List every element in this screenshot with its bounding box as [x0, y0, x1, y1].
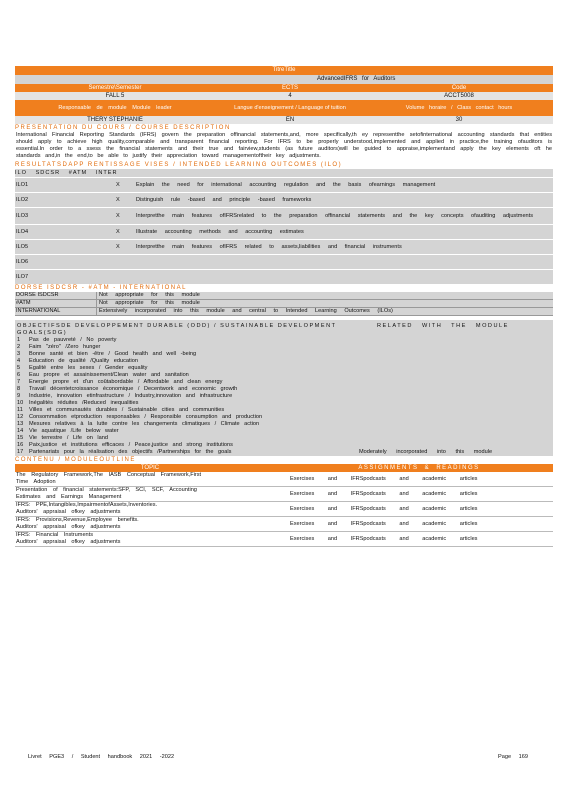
sdg-item: [17, 407, 551, 414]
title-value: AdvancedIFRS for Auditors: [317, 76, 396, 82]
topic-line-1: Presentation of financial statements:SFP, SCI, SCF, Accounting: [16, 487, 197, 493]
topic-text: [15, 472, 286, 486]
ilo-text: Illustrate accounting methods and accounting estimates: [136, 228, 304, 235]
code-value: ACCT5008: [444, 93, 474, 99]
ilo-row: [15, 239, 553, 254]
topic-row: [15, 502, 553, 517]
sdg-text: Industrie, innovation etinfrastructure / Industry,innovation and infrastructure: [29, 393, 233, 399]
sdg-item: [17, 428, 551, 435]
generic-title: DORSE ISDCSR - #ATM - INTERNATIONAL: [15, 285, 187, 291]
ilo-row: [15, 177, 553, 192]
sdg-item: [17, 435, 551, 442]
ilo-code: ILO7: [16, 273, 29, 280]
ilo-text: Interpretthe main features ofIFRSrelated to the preparation offinancial statements and the key concepts ofauditing adjustments: [136, 212, 534, 219]
assign-label: ASSIGNMENTS & READINGS: [358, 465, 480, 471]
topic-label: TOPIC: [140, 465, 160, 471]
ilo-code: ILO1: [16, 181, 29, 188]
ilo-section: [15, 161, 553, 284]
content-table: [15, 472, 553, 547]
topic-assignment: Exercises and IFRSpodcasts and academic articles: [290, 490, 478, 497]
ilo-row: [15, 207, 553, 224]
language-label: Langue d'enseignement / Language of tuition: [234, 104, 346, 111]
generic-row: [15, 308, 553, 316]
footer-left: Livret PGE3 / Student handbook 2021 -2022: [28, 754, 175, 760]
sdg-text: Inégalités réduites /Reduced inequalities: [29, 400, 139, 406]
title-row: [15, 75, 553, 84]
sdg-text: Partenariats pour la réalisation des objectifs /Partnerships for the goals: [29, 449, 232, 455]
generic-key: #ATM: [16, 300, 31, 306]
sdg-text: Pas de pauvreté / No poverty: [29, 337, 117, 343]
semester-header: [15, 84, 553, 92]
sdg-item: [17, 358, 551, 365]
ilo-text: Interpretthe main features ofIFRS related to assets,liabilities and financial instruments: [136, 243, 402, 250]
topic-assignment: Exercises and IFRSpodcasts and academic articles: [290, 520, 478, 527]
topic-assignment: Exercises and IFRSpodcasts and academic articles: [290, 535, 478, 542]
topic-text: [15, 517, 286, 531]
sdg-related-label: RELATED WITH THE MODULE: [377, 323, 509, 329]
content-header: [15, 464, 553, 472]
presentation-text: International Financial Reporting Standards (IFRS) govern the preparation offinancial statements,and, more specifically,th ey representthe setofinternational accounting standards that entities should apply to achieve high quality,comparable and transparent financial reporting. For IFRS to be properly understood,implemented and applied in practice,the training ofauditors is essential.In order to a ssess the financial statements and their true and fairview,students (as future auditors)will be guided to appraise,implementand apply the key elements oft he standards and,in the end,to be able to justify their appreciation toward managementoftheir key adjustments.: [16, 132, 552, 159]
ilo-mark: X: [116, 228, 120, 235]
ilo-row: [15, 224, 553, 239]
sdg-number: 5: [17, 365, 21, 371]
ects-value: 4: [288, 93, 292, 99]
generic-table: [15, 292, 553, 316]
ilo-mark: X: [116, 181, 120, 188]
topic-line-2: Auditors' appraisal ofkey adjustments: [16, 509, 121, 515]
sdg-item: [17, 386, 551, 393]
volume-value: 30: [455, 117, 463, 123]
sdg-number: 15: [17, 435, 24, 441]
topic-row: [15, 487, 553, 502]
sdg-text: Villes et communautés durables / Sustainable cities and communities: [29, 407, 225, 413]
sdg-item: [17, 365, 551, 372]
sdg-text: Travail décentetcroissance économique / Decentwork and economic growth: [29, 386, 238, 392]
semester-values: [15, 92, 553, 100]
generic-value: Not appropriate for this module: [96, 300, 553, 307]
topic-line-1: The Regulatory Framework,The IASB Conceptual Framework,First: [16, 472, 202, 478]
sdg-item: [17, 372, 551, 379]
content-title: CONTENU / MODULEOUTLINE: [15, 456, 553, 464]
ilo-code: ILO5: [16, 243, 29, 250]
sdg-item: [17, 449, 551, 456]
sdg-list: [17, 337, 551, 456]
ilo-header: ILO SDCSR #ATM INTER: [15, 170, 118, 176]
sdg-item: [17, 379, 551, 386]
sdg-text: Faim "zéro" /Zero hunger: [29, 344, 101, 350]
sdg-number: 13: [17, 421, 24, 427]
ilo-mark: X: [116, 243, 120, 250]
topic-assignment: Exercises and IFRSpodcasts and academic articles: [290, 475, 478, 482]
topic-row: [15, 517, 553, 532]
sdg-number: 8: [17, 386, 21, 392]
sdg-number: 12: [17, 414, 24, 420]
sdg-section: [15, 320, 553, 456]
topic-line-2: Time Adoption: [16, 479, 56, 485]
ilo-code: ILO4: [16, 228, 29, 235]
sdg-text: Paix,justice et institutions efficaces / Peace,justice and strong institutions: [29, 442, 233, 448]
ilo-mark: X: [116, 196, 120, 203]
sdg-item: [17, 337, 551, 344]
topic-text: [15, 502, 286, 516]
topic-row: [15, 472, 553, 487]
sdg-number: 9: [17, 393, 21, 399]
sdg-number: 7: [17, 379, 21, 385]
topic-line-2: Auditors' appraisal ofkey adjustments: [16, 539, 121, 545]
sdg-item: [17, 400, 551, 407]
sdg-text: Egalité entre les sexes / Gender equality: [29, 365, 148, 371]
sdg-number: 1: [17, 337, 21, 343]
sdg-item: [17, 442, 551, 449]
sdg-text: Eau propre et assainissement/Clean water and sanitation: [29, 372, 189, 378]
sdg-item: [17, 393, 551, 400]
ilo-text: Distinguish rule -based and principle -based frameworks: [136, 196, 312, 203]
topic-text: [15, 487, 286, 501]
ilo-table: [15, 177, 553, 284]
ilo-row: [15, 254, 553, 269]
ilo-title: RESULTATSDAPP RENTISSAGE VISES / INTENDED LEARNING OUTCOMES (ILO): [15, 161, 553, 169]
sdg-related: Moderately incorporated into this module: [359, 449, 493, 455]
sdg-number: 14: [17, 428, 24, 434]
generic-key: INTERNATIONAL: [16, 308, 61, 314]
presentation-title: PRESENTATION DU COURS / COURSE DESCRIPTION: [15, 125, 231, 131]
sdg-header: [17, 323, 551, 337]
generic-key: DORSE ISDCSR: [16, 292, 59, 298]
topic-line-1: IFRS: Provisions,Revenue,Employee benefits.: [16, 517, 139, 523]
semester-label: Semestre\Semester: [88, 85, 142, 91]
sdg-number: 17: [17, 449, 24, 455]
sdg-item: [17, 414, 551, 421]
topic-text: [15, 532, 286, 546]
topic-line-1: IFRS: PPE,Intangibles,ImpairmentofAssets,Inventories.: [16, 502, 158, 508]
volume-label: Volume horaire / Class contact hours: [405, 104, 513, 111]
generic-row: [15, 292, 553, 300]
ilo-mark: X: [116, 212, 120, 219]
leader-value: THERY STEPHANIE: [87, 117, 143, 123]
sdg-text: Vie aquatique /Life below water: [29, 428, 119, 434]
semester-value: FALL 5: [105, 93, 125, 99]
sdg-number: 2: [17, 344, 21, 350]
sdg-number: 11: [17, 407, 23, 413]
title-label: TitreTitle: [15, 66, 553, 75]
sdg-text: Education de qualité /Quality education: [29, 358, 139, 364]
topic-assignment: Exercises and IFRSpodcasts and academic articles: [290, 505, 478, 512]
topic-line-2: Estimates and Earnings Management: [16, 494, 122, 500]
sdg-item: [17, 344, 551, 351]
footer-page: Page 169: [498, 754, 528, 760]
sdg-text: Bonne santé et bien -être / Good health and well -being: [29, 351, 197, 357]
sdg-number: 3: [17, 351, 21, 357]
leader-label: Responsable de module Module leader: [58, 104, 172, 111]
sdg-number: 4: [17, 358, 21, 364]
sdg-text: Mesures relatives à la lutte contre les changements climatiques / Climate action: [29, 421, 260, 427]
topic-row: [15, 532, 553, 547]
ilo-row: [15, 269, 553, 284]
module-sheet: [15, 66, 553, 547]
generic-row: [15, 300, 553, 308]
code-label: Code: [451, 85, 467, 91]
topic-line-1: IFRS: Financial Instruments: [16, 532, 94, 538]
ilo-code: ILO3: [16, 212, 29, 219]
sdg-text: Vie terrestre / Life on land: [29, 435, 108, 441]
sdg-title: OBJECTIFSDE DEVELOPPEMENT DURABLE (ODD) / SUSTAINABLE DEVELOPMENT GOALS(SDG): [17, 323, 337, 336]
sdg-number: 16: [17, 442, 24, 448]
leader-values: [15, 116, 553, 124]
sdg-item: [17, 421, 551, 428]
topic-line-2: Auditors' appraisal ofkey adjustments: [16, 524, 121, 530]
ilo-code: ILO6: [16, 258, 29, 265]
sdg-text: Energie propre et d'un coûtabordable / Affordable and clean energy: [29, 379, 223, 385]
ects-label: ECTS: [281, 85, 298, 91]
ilo-row: [15, 192, 553, 207]
language-value: EN: [285, 117, 295, 123]
ilo-text: Explain the need for international accounting regulation and the basis ofearnings management: [136, 181, 436, 188]
generic-value: Not appropriate for this module: [96, 292, 553, 299]
sdg-item: [17, 351, 551, 358]
ilo-code: ILO2: [16, 196, 29, 203]
sdg-text: Consommation etproduction responsables / Responsible consumption and production: [29, 414, 263, 420]
generic-value: Extensively incorporated into this module and central to Intended Learning Outcomes (ILOs): [96, 308, 553, 315]
sdg-number: 10: [17, 400, 24, 406]
footer: [28, 754, 528, 760]
leader-header: [15, 100, 553, 116]
sdg-number: 6: [17, 372, 21, 378]
